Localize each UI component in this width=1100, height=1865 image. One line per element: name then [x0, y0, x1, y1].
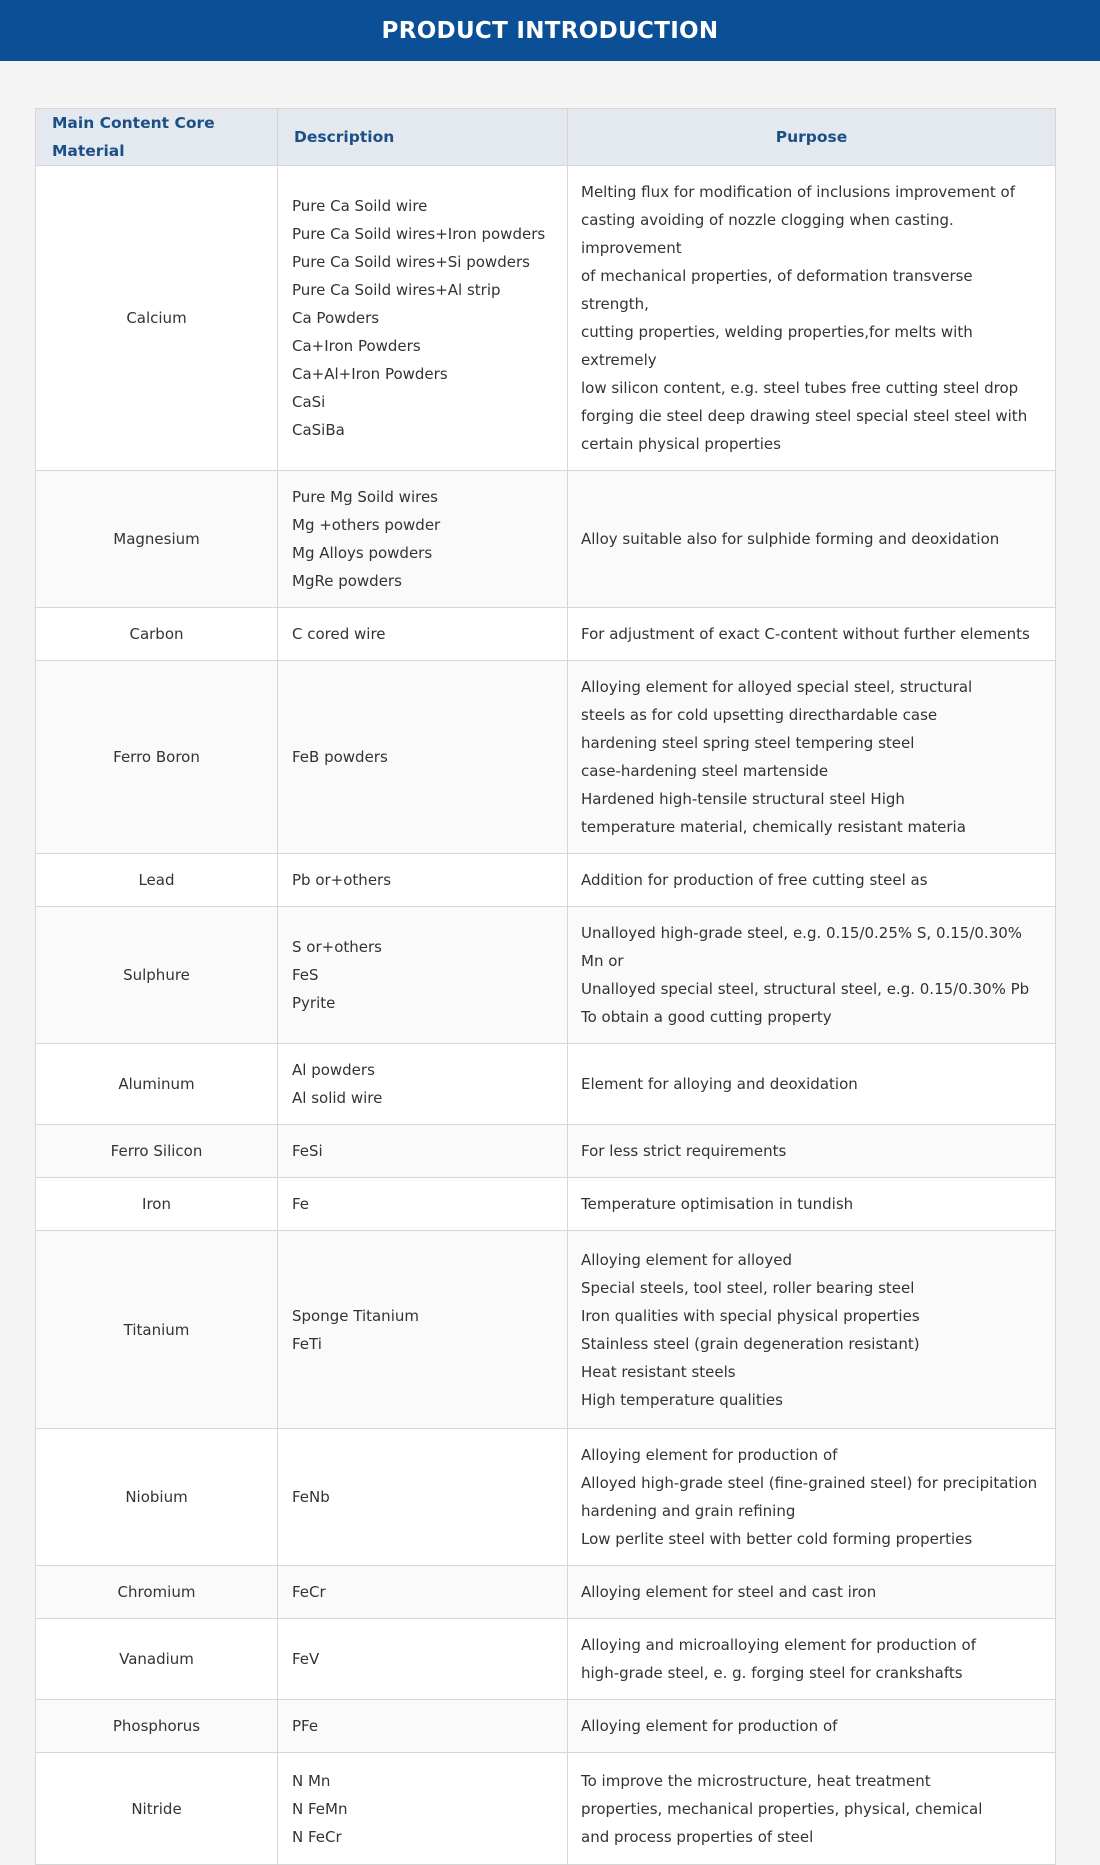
table-row — [36, 661, 1056, 854]
material-cell: Titanium — [36, 1231, 278, 1429]
purpose-line: low silicon content, e.g. steel tubes free cutting steel drop — [581, 379, 1019, 397]
description-line: FeV — [292, 1650, 320, 1668]
material-cell: Nitride — [36, 1753, 278, 1865]
purpose-cell — [568, 1125, 1056, 1178]
table-row — [36, 608, 1056, 661]
description-line: Pure Ca Soild wires+Iron powders — [292, 225, 546, 243]
purpose-line: For adjustment of exact C-content without further elements — [581, 625, 1030, 643]
description-line: Pb or+others — [292, 871, 392, 889]
purpose-line: Hardened high-tensile structural steel High — [581, 790, 905, 808]
purpose-line: properties, mechanical properties, physical, chemical — [581, 1799, 983, 1818]
description-cell — [278, 1125, 568, 1178]
purpose-line: Alloying element for steel and cast iron — [581, 1583, 877, 1601]
description-line: MgRe powders — [292, 572, 402, 590]
material-cell: Sulphure — [36, 907, 278, 1044]
table-row — [36, 854, 1056, 907]
purpose-line: Addition for production of free cutting steel as — [581, 871, 928, 889]
description-line: FeB powders — [292, 748, 388, 766]
product-table — [35, 108, 1056, 1865]
description-line: Pure Ca Soild wires+Si powders — [292, 253, 530, 271]
description-line: Ca Powders — [292, 309, 380, 327]
table-row — [36, 1619, 1056, 1700]
purpose-line: Melting flux for modification of inclusions improvement of — [581, 183, 1015, 201]
purpose-cell — [568, 1429, 1056, 1566]
column-header-purpose: Purpose — [568, 109, 1056, 166]
material-cell: Lead — [36, 854, 278, 907]
purpose-line: Alloying and microalloying element for production of — [581, 1636, 976, 1654]
purpose-line: Heat resistant steels — [581, 1362, 736, 1381]
description-line: Pure Mg Soild wires — [292, 488, 438, 506]
purpose-cell — [568, 1619, 1056, 1700]
page-title: PRODUCT INTRODUCTION — [381, 17, 719, 44]
description-cell — [278, 1429, 568, 1566]
description-line: FeCr — [292, 1583, 326, 1601]
description-line: N FeMn — [292, 1799, 348, 1818]
material-cell: Ferro Boron — [36, 661, 278, 854]
purpose-line: Low perlite steel with better cold forming properties — [581, 1530, 973, 1548]
purpose-line: Iron qualities with special physical properties — [581, 1306, 920, 1325]
description-line: FeSi — [292, 1142, 323, 1160]
purpose-line: Special steels, tool steel, roller bearing steel — [581, 1278, 915, 1297]
description-cell — [278, 907, 568, 1044]
description-cell — [278, 1566, 568, 1619]
description-line: C cored wire — [292, 625, 386, 643]
material-cell: Ferro Silicon — [36, 1125, 278, 1178]
purpose-line: Alloyed high-grade steel (fine-grained steel) for precipitation — [581, 1474, 1038, 1492]
description-line: Ca+Al+Iron Powders — [292, 365, 448, 383]
purpose-line: To improve the microstructure, heat treatment — [581, 1771, 931, 1790]
purpose-line: Stainless steel (grain degeneration resistant) — [581, 1334, 920, 1353]
table-row — [36, 471, 1056, 608]
purpose-line: Unalloyed high-grade steel, e.g. 0.15/0.25% S, 0.15/0.30% Mn or — [581, 924, 1023, 970]
material-cell: Magnesium — [36, 471, 278, 608]
purpose-line: cutting properties, welding properties,for melts with extremely — [581, 323, 973, 369]
purpose-line: certain physical properties — [581, 435, 781, 453]
description-line: N Mn — [292, 1771, 331, 1790]
purpose-line: Alloying element for alloyed — [581, 1250, 792, 1269]
table-row — [36, 907, 1056, 1044]
purpose-cell — [568, 1753, 1056, 1865]
purpose-line: and process properties of steel — [581, 1827, 814, 1846]
description-line: Mg +others powder — [292, 516, 441, 534]
material-cell: Calcium — [36, 166, 278, 471]
description-cell — [278, 471, 568, 608]
description-line: FeS — [292, 966, 319, 984]
purpose-line: case-hardening steel martenside — [581, 762, 829, 780]
purpose-line: Alloy suitable also for sulphide forming and deoxidation — [581, 530, 1000, 548]
purpose-line: hardening and grain refining — [581, 1502, 796, 1520]
description-line: Mg Alloys powders — [292, 544, 433, 562]
purpose-line: casting avoiding of nozzle clogging when casting. improvement — [581, 211, 954, 257]
table-header-row — [36, 109, 1056, 166]
purpose-line: To obtain a good cutting property — [581, 1008, 832, 1026]
description-line: N FeCr — [292, 1827, 342, 1846]
description-line: CaSi — [292, 393, 326, 411]
description-line: Sponge Titanium — [292, 1306, 419, 1325]
purpose-line: Temperature optimisation in tundish — [581, 1195, 854, 1213]
purpose-cell — [568, 166, 1056, 471]
description-cell — [278, 1700, 568, 1753]
material-cell: Carbon — [36, 608, 278, 661]
description-cell — [278, 661, 568, 854]
description-line: Fe — [292, 1195, 310, 1213]
purpose-line: of mechanical properties, of deformation transverse strength, — [581, 267, 973, 313]
column-header-description: Description — [278, 109, 568, 166]
description-line: S or+others — [292, 938, 382, 956]
purpose-cell — [568, 661, 1056, 854]
purpose-cell — [568, 1566, 1056, 1619]
page-header-banner — [0, 0, 1100, 61]
purpose-cell — [568, 907, 1056, 1044]
material-cell: Chromium — [36, 1566, 278, 1619]
description-cell — [278, 1231, 568, 1429]
description-cell — [278, 608, 568, 661]
material-cell: Iron — [36, 1178, 278, 1231]
purpose-cell — [568, 471, 1056, 608]
description-line: FeTi — [292, 1334, 322, 1353]
material-cell: Aluminum — [36, 1044, 278, 1125]
purpose-line: Unalloyed special steel, structural steel, e.g. 0.15/0.30% Pb — [581, 980, 1030, 998]
column-header-material: Main Content Core Material — [36, 109, 278, 166]
purpose-line: Alloying element for alloyed special steel, structural — [581, 678, 973, 696]
material-cell: Phosphorus — [36, 1700, 278, 1753]
purpose-cell — [568, 1231, 1056, 1429]
table-row — [36, 1566, 1056, 1619]
table-row — [36, 1753, 1056, 1865]
table-row — [36, 1125, 1056, 1178]
purpose-cell — [568, 608, 1056, 661]
table-row — [36, 166, 1056, 471]
material-cell: Vanadium — [36, 1619, 278, 1700]
description-line: FeNb — [292, 1488, 330, 1506]
description-line: Pyrite — [292, 994, 336, 1012]
table-row — [36, 1429, 1056, 1566]
purpose-line: steels as for cold upsetting directhardable case — [581, 706, 938, 724]
purpose-cell — [568, 1178, 1056, 1231]
description-cell — [278, 1044, 568, 1125]
description-line: PFe — [292, 1717, 319, 1735]
description-line: Al powders — [292, 1061, 375, 1079]
purpose-line: high-grade steel, e. g. forging steel for crankshafts — [581, 1664, 963, 1682]
description-cell — [278, 1178, 568, 1231]
description-line: CaSiBa — [292, 421, 345, 439]
table-row — [36, 1231, 1056, 1429]
purpose-line: For less strict requirements — [581, 1142, 787, 1160]
description-cell — [278, 854, 568, 907]
material-cell: Niobium — [36, 1429, 278, 1566]
purpose-line: Element for alloying and deoxidation — [581, 1075, 858, 1093]
description-cell — [278, 166, 568, 471]
purpose-line: Alloying element for production of — [581, 1717, 838, 1735]
description-line: Pure Ca Soild wire — [292, 197, 428, 215]
purpose-line: forging die steel deep drawing steel special steel steel with — [581, 407, 1028, 425]
table-row — [36, 1044, 1056, 1125]
purpose-cell — [568, 1700, 1056, 1753]
table-row — [36, 1178, 1056, 1231]
description-line: Ca+Iron Powders — [292, 337, 421, 355]
purpose-line: High temperature qualities — [581, 1390, 783, 1409]
description-line: Pure Ca Soild wires+Al strip — [292, 281, 501, 299]
purpose-line: Alloying element for production of — [581, 1446, 838, 1464]
table-row — [36, 1700, 1056, 1753]
description-cell — [278, 1619, 568, 1700]
description-line: Al solid wire — [292, 1089, 383, 1107]
purpose-line: hardening steel spring steel tempering steel — [581, 734, 915, 752]
description-cell — [278, 1753, 568, 1865]
purpose-cell — [568, 1044, 1056, 1125]
purpose-line: temperature material, chemically resistant materia — [581, 818, 966, 836]
purpose-cell — [568, 854, 1056, 907]
